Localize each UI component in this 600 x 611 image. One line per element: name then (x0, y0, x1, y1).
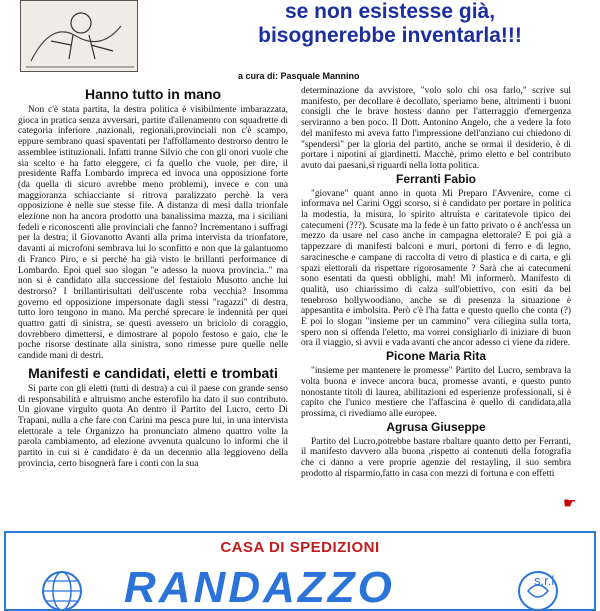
candidate-body-picone: "insieme per mantenere le promesse" Partito del Lucro, sembrava la volta buona e invece ancora buca, promesse avanti, e questo punto nonostante titoli di laurea, abilitazioni ed esperienze professionali, si è capito che l'unico mestiere che l'affascina è quello di candidata,alla prossima, ci rivediamo alle europee. (301, 366, 571, 419)
advertisement-banner (4, 531, 596, 611)
author-credit: a cura di: Pasquale Mannino (238, 71, 360, 81)
candidate-body-agrusa: Partito del Lucro,potrebbe bastare rbaltare quanto detto per Ferranti, il manifesto davvero alla buona ,rispetto ai contenuti della fotografia che ci danno a vere proprie agenzie del restayling, il suo sembra prodotto al risparmio,fatto in casa con mezzi di fortuna e con effetti (301, 436, 571, 479)
section-title-hanno-tutto: Hanno tutto in mano (84, 86, 222, 102)
ad-brand-suffix: s.r.l. (534, 573, 558, 588)
headline-line-2: bisognerebbe inventarla!!! (258, 24, 522, 47)
section-body-manifesti: Si parte con gli eletti (tutti di destra) a cui il paese con grande senso di responsabilità e altruismo anche esterofilo ha dato il suo contributo. Un giovane virgulto quota An dentro il Partito del Lucro, certo Di Trapani, nulla a che fare con Carini ma pesca pure lui, in una intervista elettorale a tele Organizzo ha pronunciato almeno quattro volte la parola cambiamento, ad elezione avvenuta qualcuno lo informi che il partito in cui si è candidato è da un decennio alla leggioveno della provincia, certo bisognerà fare i conti con la sua (18, 383, 288, 469)
ad-brand-name: RANDAZZO (124, 563, 395, 611)
section-body-hanno-tutto: Non c'è stata partita, la destra politica è visibilmente imbarazzata, gioca in pratica senza avversari, partite d'allenamento con squadrette di categoria inferiore ,nazionali, regionali,provinciali non c'è scampo, eppure sembrano quasi spaventati per l'affollamento destrorso dentro le assemblee istituzionali. Infatti tranne Silvio che con gli onori vuole che sia scelto e ha fatto eleggere, ci fa quello che vuole, per dire, il presidente Raffa Lombardo impreca ed invoca una opposizione forte (da quella di sicuro avrebbe meno problemi), invece e con una maggioranza schiacciante si ritrova paralizzato perchè la vera opposizione è nelle sue stesse file. A distanza di mesi dalla trionfale elezione non ha ancora prodotto una banalissima mazza, ma i siciliani fedeli e riconoscenti alle provinciali che fanno? Incrementano i suffragi per la destra; il Giovanotto Avanti alla prima intervista da trionfatore, davanti ai microfoni sembrava lui lo sconfitto e non que la galantuomo di Franco Piro, e si perchè ha già visto le brillanti performance di Lombardo. Epoi quel suo slogan "e adesso la nuova provincia.." ma non si è candidato alla successione del festaiolo Musotto anche lui destrorso? I brillantirisultati dell'uscente roba vecchia? Insomma governo ed opposizione impersonate dagli stessi "ragazzi" di destra, tutto loro tengono in mano. Ma perché sprecare le indennità per quei quattro gatti di sinistra, se questi avessero un briciolo di coraggio, dovrebbero dimettersi, e dimostrare al popolo festoso e gaio, che le poche risorse destinate alla sinistra, sono rimesse pure quelle nelle candide mani di destri. (18, 105, 288, 362)
candidate-title-agrusa: Agrusa Giuseppe (386, 419, 486, 434)
pointing-hand-icon: ☛ (563, 494, 577, 512)
ad-tagline: CASA DI SPEDIZIONI (220, 539, 380, 556)
candidate-title-picone: Picone Maria Rita (385, 349, 487, 364)
candidate-body-ferranti: "giovane" quant anno in quota Mi Preparo l'Avvenire, come ci informava nel Carini Oggi scorso, si è candidato per portare in politica la modestia, la misura, lo spirito altruista e caritatevole tipico dei catecumeni (???). Scusate ma la fede è un fatto privato o è anch'essa un mezzo da usare nel caso anche in campagna elettorale? E poi già a tappezzare di manifesti balconi e muri, portoni di ferro e di legno, saracinesche e campane di raccolta di vetro di plastica e di carta, e gli spazi elettorali da rispettare rigorosamente ? Sarà che ai catecumeni sono esentati da questi obblighi, mah! Mi informerò. Manifesto di qualità, uso chiarissimo di calza sull'obiettivo, con esiti da bel tenebroso hollywoodiano, anche se di presenza la situazione è appesantita e imbolsita. Però c'è l'ha fatta e questo quello che conta (?) E poi lo slogan "insieme per un cammino" vera ciliegina sulla torta, spero non si offenda l'eletto, ma vorrei consigliarlo di iniziare di buon ora il viaggio, si avvii e vada avanti che ancor adesso ci viene da ridere. (301, 188, 571, 349)
candidate-title-ferranti: Ferranti Fabio (395, 171, 476, 186)
headline-line-1: se non esistesse già, (284, 0, 496, 23)
section-title-manifesti: Manifesti e candidati, eletti e trombati (28, 364, 278, 381)
globe-icon (40, 569, 84, 611)
badge-icon (516, 569, 560, 611)
left-column (18, 86, 288, 516)
right-intro-text: determinazione da avvistore, "volo solo chi osa farlo," scrive sul manifesto, per decollare è decollato, speriamo bene, altrimenti i buoni consigli che le brave hostess danno per l'atterraggio d'emergenza serviranno a ben poco. Il Dott. Antonino Angelo, che a vedere la foto del manifesto mi aveva fatto l'impressione dell'anziano cui chiedono di "spendersi" per la gloria del partito, anche se ormai il desiderio, è di portare i nipotini ai giardinetti. Macchè, primo eletto e bel contributo avuto dai paesani,si riguardi nella lotta politica. (301, 86, 571, 171)
right-column (301, 86, 571, 516)
headline (240, 0, 540, 50)
cartoon-illustration (20, 0, 138, 72)
